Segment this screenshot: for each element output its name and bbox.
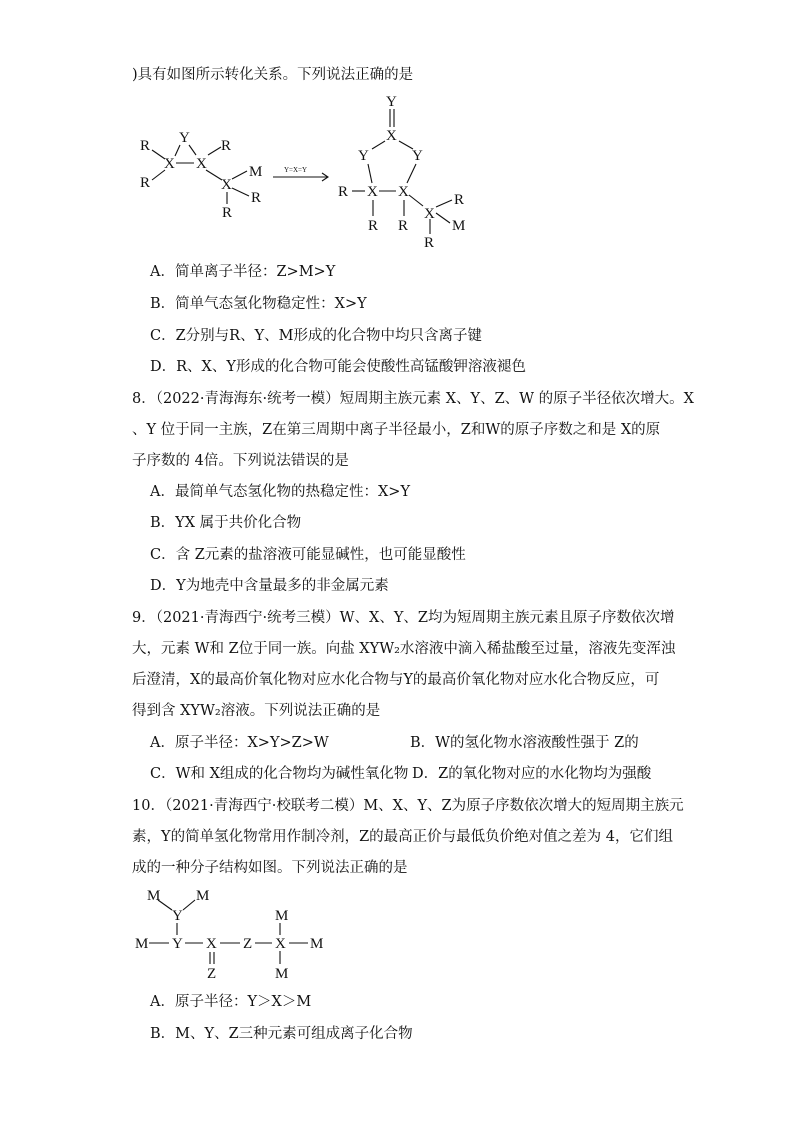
q7-option-b: B．简单气态氢化物稳定性：X>Y <box>150 296 367 312</box>
atom: R <box>338 184 349 200</box>
q7-option-d: D．R、X、Y形成的化合物可能会使酸性高锰酸钾溶液褪色 <box>150 359 526 375</box>
q8-option-b: B．YX 属于共价化合物 <box>150 515 302 531</box>
atom: Y <box>179 130 190 146</box>
atom: M <box>147 888 161 904</box>
atom: R <box>251 190 262 206</box>
atom: R <box>424 235 435 251</box>
atom: X <box>196 156 207 172</box>
reaction-scheme <box>132 92 492 252</box>
atom: Y <box>386 94 397 110</box>
q9-stem-line: 后澄清，X的最高价氧化物对应水化合物与Y的最高价氧化物对应水化合物反应，可 <box>132 672 660 688</box>
atom: M <box>452 218 466 234</box>
reactant-structure <box>140 130 262 221</box>
atom: M <box>196 888 210 904</box>
q9-option-b: B．W的氢化物水溶液酸性强于 Z的 <box>410 735 639 751</box>
q8-option-c: C．含 Z元素的盐溶液可能显碱性，也可能显酸性 <box>150 547 466 563</box>
atom: Y <box>412 148 423 164</box>
atom: M <box>275 908 289 924</box>
q9-option-d: D．Z的氧化物对应的水化物均为强酸 <box>412 766 652 782</box>
q7-option-c: C．Z分别与R、Y、M形成的化合物中均只含离子键 <box>150 328 483 344</box>
atom: R <box>222 205 233 221</box>
atom: Y <box>172 936 183 952</box>
atom: X <box>164 156 175 172</box>
q8-stem-line: 8．（2022·青海海东·统考一模）短周期主族元素 X、Y、Z、W 的原子半径依次增大。X <box>132 391 695 407</box>
q10-stem-line: 成的一种分子结构如图。下列说法正确的是 <box>132 860 408 876</box>
q10-option-a: A．原子半径：Y＞X＞M <box>150 994 312 1010</box>
atom: M <box>135 936 149 952</box>
atom: R <box>140 138 151 154</box>
atom: X <box>424 206 435 222</box>
q8-option-a: A．最简单气态氢化物的热稳定性：X>Y <box>150 484 411 500</box>
atom: X <box>386 128 397 144</box>
atom: Y <box>172 908 183 924</box>
q10-option-b: B．M、Y、Z三种元素可组成离子化合物 <box>150 1026 413 1042</box>
q8-option-d: D．Y为地壳中含量最多的非金属元素 <box>150 578 389 594</box>
atom: X <box>221 177 232 193</box>
atom: R <box>398 218 409 234</box>
q7-stem-tail: )具有如图所示转化关系。下列说法正确的是 <box>132 67 414 83</box>
q7-option-a: A．简单离子半径：Z>M>Y <box>150 264 336 280</box>
q10-stem-line: 素，Y的简单氢化物常用作制冷剂，Z的最高正价与最低负价绝对值之差为 4，它们组 <box>132 829 673 845</box>
q9-option-c: C．W和 X组成的化合物均为碱性氧化物 <box>150 766 409 782</box>
atom: M <box>310 936 324 952</box>
atom: Y <box>358 148 369 164</box>
q9-stem-line: 得到含 XYW₂溶液。下列说法正确的是 <box>132 703 381 719</box>
q9-stem-line: 大，元素 W和 Z位于同一族。向盐 XYW₂水溶液中滴入稀盐酸至过量，溶液先变浑浊 <box>132 641 676 657</box>
atom: R <box>140 175 151 191</box>
atom: X <box>398 184 409 200</box>
q9-stem-line: 9．（2021·青海西宁·统考三模）W、X、Y、Z均为短周期主族元素且原子序数依次增 <box>132 610 675 626</box>
molecule-structure <box>132 880 352 980</box>
atom: R <box>221 138 232 154</box>
q10-stem-line: 10．（2021·青海西宁·校联考二模）M、X、Y、Z为原子序数依次增大的短周期主族元 <box>132 798 684 814</box>
reaction-arrow <box>273 166 328 181</box>
atom: R <box>454 192 465 208</box>
atom: R <box>368 218 379 234</box>
atom: M <box>275 966 289 980</box>
atom: X <box>206 936 217 952</box>
q8-stem-line: 、Y 位于同一主族，Z在第三周期中离子半径最小，Z和W的原子序数之和是 X的原 <box>132 422 661 438</box>
atom: Z <box>243 936 253 952</box>
q8-stem-line: 子序数的 4倍。下列说法错误的是 <box>132 453 349 469</box>
atom: Z <box>207 966 217 980</box>
atom: M <box>249 164 263 180</box>
q9-option-a: A．原子半径：X>Y>Z>W <box>150 735 329 751</box>
atom: X <box>367 184 378 200</box>
arrow-label: Y=X=Y <box>284 166 308 174</box>
product-structure <box>338 94 465 251</box>
atom: X <box>275 936 286 952</box>
